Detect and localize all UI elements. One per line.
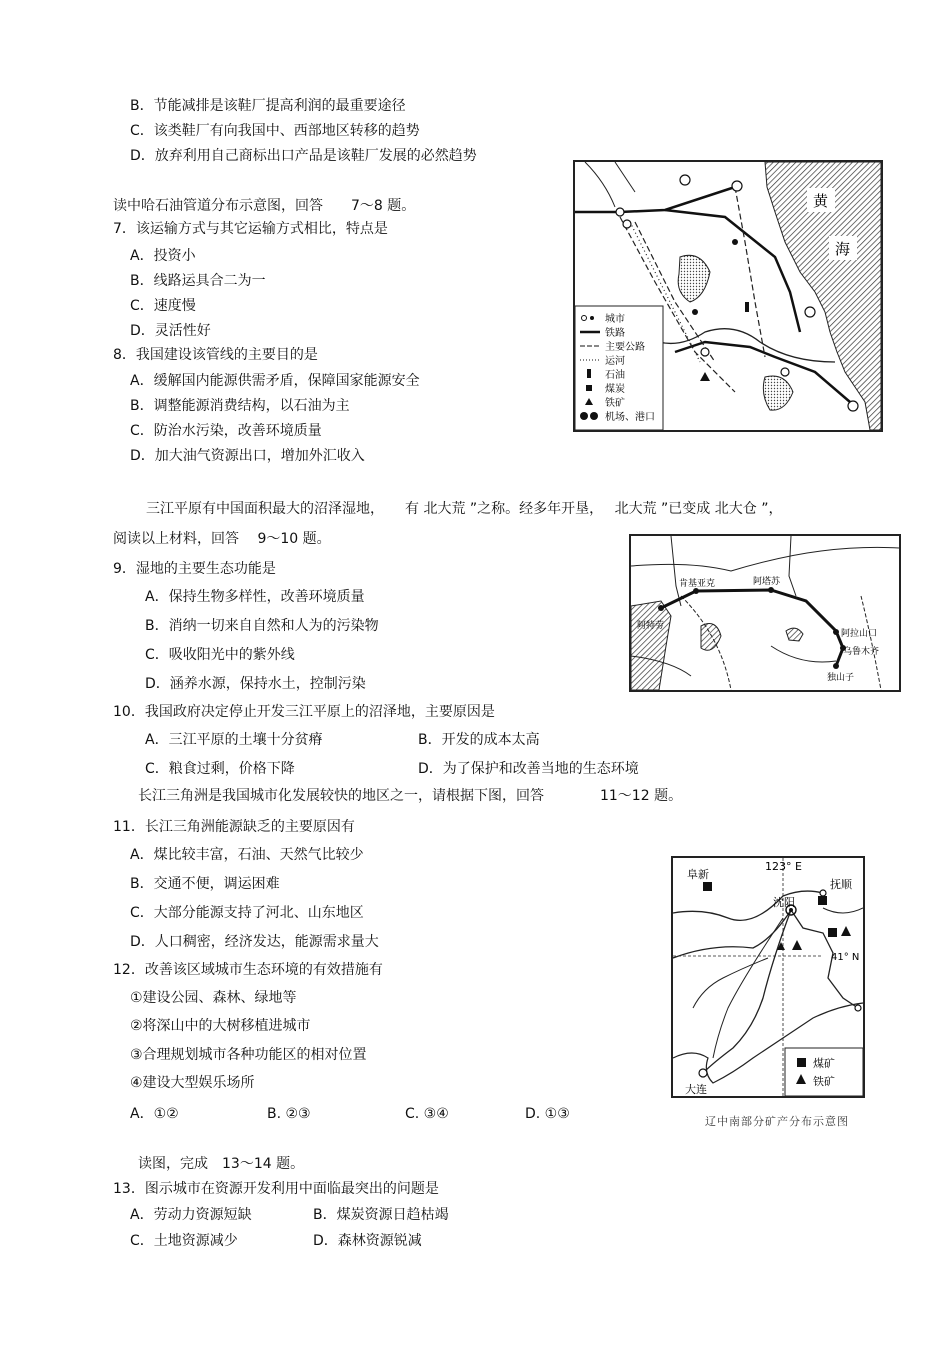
label-dushanzi: 独山子 — [827, 673, 855, 683]
q7-option-d: D．灵活性好 — [130, 323, 211, 339]
legend-coal-mine: 煤矿 — [813, 1057, 835, 1070]
q8-option-d: D．加大油气资源出口，增加外汇收入 — [130, 448, 365, 464]
q9-option-a: A．保持生物多样性，改善环境质量 — [145, 589, 365, 605]
q12-item-4: ④建设大型娱乐场所 — [130, 1075, 255, 1091]
liaoning-mineral-map-graphic — [673, 858, 863, 1096]
q13-option-d: D．森林资源锐减 — [313, 1233, 422, 1249]
q9-option-c: C．吸收阳光中的紫外线 — [145, 647, 295, 663]
city-fuxin: 阜新 — [687, 868, 709, 881]
legend-coal: 煤炭 — [605, 384, 625, 395]
q12-item-3: ③合理规划城市各种功能区的相对位置 — [130, 1047, 367, 1063]
q9-stem: 9．湿地的主要生态功能是 — [113, 561, 276, 577]
q12-option-c: C. ③④ — [405, 1106, 449, 1122]
q11-option-d: D．人口稠密，经济发达，能源需求量大 — [130, 934, 379, 950]
q12-item-2: ②将深山中的大树移植进城市 — [130, 1018, 311, 1034]
legend-iron-mine: 铁矿 — [813, 1075, 835, 1088]
latitude-label: 41° N — [831, 952, 860, 963]
sea-label-1: 黄 — [813, 192, 829, 210]
q8-option-b: B．调整能源消费结构，以石油为主 — [130, 398, 350, 414]
legend-canal: 运河 — [605, 356, 625, 367]
city-dalian: 大连 — [685, 1083, 707, 1096]
intro-9-10-line1: 三江平原有中国面积最大的沼泽湿地， 有 北大荒 ”之称。经多年开垦， 北大荒 ”已变成 北大仓 ”， — [146, 501, 783, 517]
label-atyrau: 阿特劳 — [637, 621, 665, 631]
legend-airport-port: 机场、港口 — [605, 412, 655, 423]
intro-7-8: 读中哈石油管道分布示意图，回答 7～8 题。 — [113, 198, 416, 214]
q11-option-c: C．大部分能源支持了河北、山东地区 — [130, 905, 364, 921]
city-fushun: 抚顺 — [830, 878, 852, 891]
q12-item-1: ①建设公园、森林、绿地等 — [130, 990, 297, 1006]
q10-option-a: A．三江平原的土壤十分贫瘠 — [145, 732, 323, 748]
q11-stem: 11．长江三角洲能源缺乏的主要原因有 — [113, 819, 355, 835]
liaoning-mineral-map — [671, 856, 865, 1098]
label-kenkiyak: 肯基亚克 — [679, 579, 716, 589]
legend-highway: 主要公路 — [605, 342, 645, 353]
q10-option-c: C．粮食过剩，价格下降 — [145, 761, 295, 777]
legend-iron: 铁矿 — [605, 398, 625, 409]
legend-railway: 铁路 — [605, 328, 625, 339]
label-urumqi: 乌鲁木齐 — [843, 647, 880, 657]
q10-option-b: B．开发的成本太高 — [418, 732, 540, 748]
q8-option-a: A．缓解国内能源供需矛盾，保障国家能源安全 — [130, 373, 420, 389]
q12-stem: 12．改善该区域城市生态环境的有效措施有 — [113, 962, 383, 978]
legend-oil: 石油 — [605, 370, 625, 381]
city-shenyang: 沈阳 — [773, 896, 795, 909]
q7-option-a: A．投资小 — [130, 248, 196, 264]
q12-option-d: D. ①③ — [525, 1106, 570, 1122]
q6-option-c: C．该类鞋厂有向我国中、西部地区转移的趋势 — [130, 123, 420, 139]
kazakh-pipeline-map — [629, 534, 901, 692]
q8-option-c: C．防治水污染，改善环境质量 — [130, 423, 322, 439]
q12-option-b: B. ②③ — [267, 1106, 311, 1122]
q11-option-a: A．煤比较丰富，石油、天然气比较少 — [130, 847, 364, 863]
q7-option-b: B．线路运具合二为一 — [130, 273, 266, 289]
label-atasu: 阿塔苏 — [753, 577, 781, 587]
q13-option-a: A．劳动力资源短缺 — [130, 1207, 252, 1223]
q6-option-b: B．节能减排是该鞋厂提高利润的最重要途径 — [130, 98, 406, 114]
q10-stem: 10．我国政府决定停止开发三江平原上的沼泽地，主要原因是 — [113, 704, 495, 720]
q13-option-c: C．土地资源减少 — [130, 1233, 238, 1249]
q7-stem: 7．该运输方式与其它运输方式相比，特点是 — [113, 221, 388, 237]
longitude-label: 123° E — [765, 860, 802, 873]
q13-option-b: B．煤炭资源日趋枯竭 — [313, 1207, 449, 1223]
q9-option-d: D．涵养水源，保持水土，控制污染 — [145, 676, 366, 692]
kazakh-pipeline-map-graphic — [631, 536, 899, 690]
sea-label-2: 海 — [835, 240, 851, 258]
q12-option-a: A．①② — [130, 1106, 179, 1122]
intro-13-14: 读图，完成 13～14 题。 — [138, 1156, 305, 1172]
q13-stem: 13．图示城市在资源开发利用中面临最突出的问题是 — [113, 1181, 439, 1197]
q7-option-c: C．速度慢 — [130, 298, 196, 314]
q8-stem: 8．我国建设该管线的主要目的是 — [113, 347, 318, 363]
map3-caption: 辽中南部分矿产分布示意图 — [705, 1115, 849, 1128]
q11-option-b: B．交通不便，调运困难 — [130, 876, 280, 892]
intro-11-12: 长江三角洲是我国城市化发展较快的地区之一，请根据下图，回答 11～12 题。 — [138, 788, 683, 804]
pipeline-map — [573, 160, 883, 432]
q10-option-d: D．为了保护和改善当地的生态环境 — [418, 761, 639, 777]
label-alashankou: 阿拉山口 — [841, 629, 878, 639]
q9-option-b: B．消纳一切来自自然和人为的污染物 — [145, 618, 379, 634]
intro-9-10-line2: 阅读以上材料，回答 9～10 题。 — [113, 531, 331, 547]
legend-city: 城市 — [605, 314, 625, 325]
pipeline-map-graphic — [575, 162, 881, 430]
q6-option-d: D．放弃利用自己商标出口产品是该鞋厂发展的必然趋势 — [130, 148, 477, 164]
